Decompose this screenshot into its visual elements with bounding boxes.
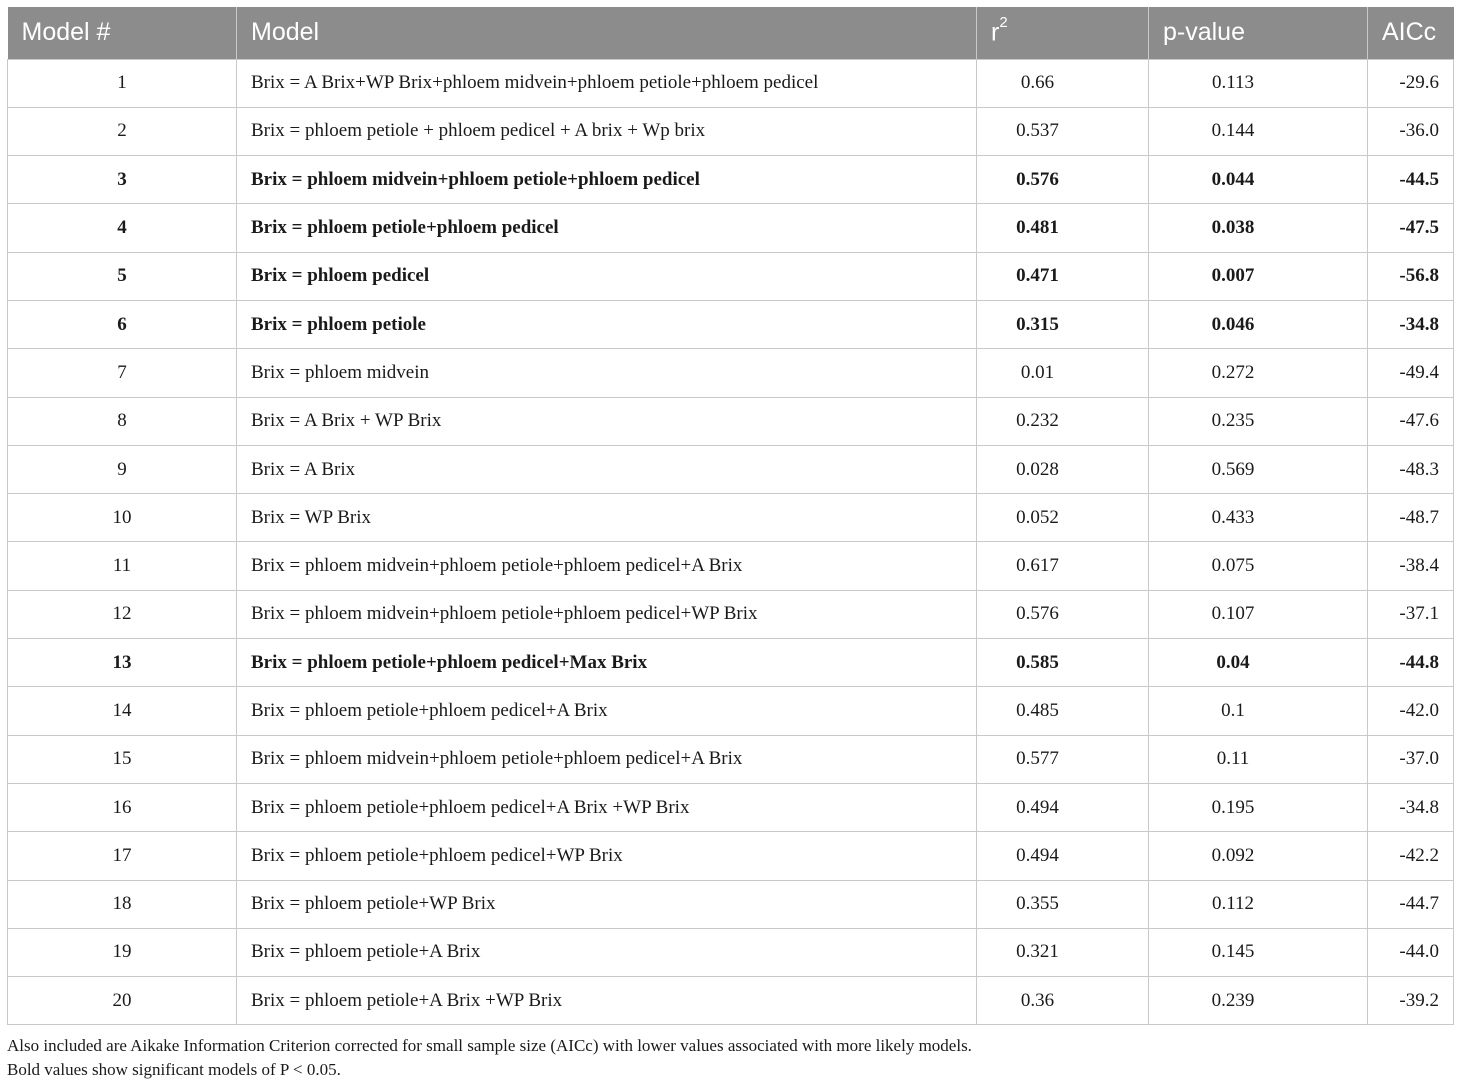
cell-model-formula: Brix = phloem petiole+phloem pedicel [237, 204, 977, 252]
table-row [8, 687, 1454, 735]
model-table-container [7, 7, 1453, 1025]
cell-r-squared: 0.481 [977, 204, 1149, 252]
cell-model-number: 11 [8, 542, 237, 590]
cell-aicc: -47.6 [1368, 397, 1454, 445]
table-header [8, 7, 1454, 59]
cell-p-value: 0.195 [1149, 783, 1368, 831]
table-row [8, 542, 1454, 590]
table-row [8, 494, 1454, 542]
table-row [8, 832, 1454, 880]
cell-aicc: -36.0 [1368, 107, 1454, 155]
cell-aicc: -47.5 [1368, 204, 1454, 252]
footnote-bold: Bold values show significant models of P < 0.05. [7, 1060, 341, 1079]
cell-p-value: 0.038 [1149, 204, 1368, 252]
cell-model-formula: Brix = phloem petiole+A Brix +WP Brix [237, 977, 977, 1025]
cell-model-number: 2 [8, 107, 237, 155]
header-r-label: r [991, 18, 1000, 47]
cell-model-number: 20 [8, 977, 237, 1025]
cell-model-number: 3 [8, 156, 237, 204]
footnote-aicc: Also included are Aikake Information Criterion corrected for small sample size (AICc) with lower values associated with more likely models. [7, 1036, 972, 1055]
cell-r-squared: 0.585 [977, 639, 1149, 687]
cell-p-value: 0.239 [1149, 977, 1368, 1025]
table-row [8, 928, 1454, 976]
cell-model-formula: Brix = A Brix + WP Brix [237, 397, 977, 445]
cell-aicc: -48.7 [1368, 494, 1454, 542]
cell-r-squared: 0.36 [977, 977, 1149, 1025]
cell-p-value: 0.272 [1149, 349, 1368, 397]
cell-aicc: -39.2 [1368, 977, 1454, 1025]
cell-r-squared: 0.577 [977, 735, 1149, 783]
cell-r-squared: 0.232 [977, 397, 1149, 445]
cell-r-squared: 0.66 [977, 59, 1149, 107]
cell-model-number: 18 [8, 880, 237, 928]
table-row [8, 397, 1454, 445]
table-row [8, 204, 1454, 252]
cell-r-squared: 0.494 [977, 832, 1149, 880]
cell-model-number: 9 [8, 445, 237, 493]
table-row [8, 590, 1454, 638]
cell-model-formula: Brix = phloem petiole + phloem pedicel + A brix + Wp brix [237, 107, 977, 155]
cell-p-value: 0.007 [1149, 252, 1368, 300]
cell-model-number: 14 [8, 687, 237, 735]
cell-model-formula: Brix = phloem petiole [237, 300, 977, 348]
header-row [8, 7, 1454, 59]
cell-model-formula: Brix = phloem petiole+phloem pedicel+Max Brix [237, 639, 977, 687]
cell-model-number: 10 [8, 494, 237, 542]
table-row [8, 107, 1454, 155]
model-table [7, 7, 1454, 1025]
cell-model-number: 1 [8, 59, 237, 107]
cell-r-squared: 0.576 [977, 156, 1149, 204]
cell-r-squared: 0.355 [977, 880, 1149, 928]
cell-model-formula: Brix = A Brix+WP Brix+phloem midvein+phloem petiole+phloem pedicel [237, 59, 977, 107]
table-footnotes [7, 1034, 972, 1082]
table-row [8, 880, 1454, 928]
cell-model-formula: Brix = phloem petiole+phloem pedicel+A Brix [237, 687, 977, 735]
header-p-value: p-value [1149, 7, 1368, 59]
cell-aicc: -34.8 [1368, 300, 1454, 348]
cell-model-formula: Brix = phloem petiole+phloem pedicel+WP Brix [237, 832, 977, 880]
cell-p-value: 0.046 [1149, 300, 1368, 348]
table-row [8, 735, 1454, 783]
header-model-number: Model # [8, 7, 237, 59]
cell-model-formula: Brix = phloem petiole+phloem pedicel+A Brix +WP Brix [237, 783, 977, 831]
table-row [8, 349, 1454, 397]
header-model: Model [237, 7, 977, 59]
cell-aicc: -48.3 [1368, 445, 1454, 493]
table-row [8, 252, 1454, 300]
cell-r-squared: 0.028 [977, 445, 1149, 493]
cell-aicc: -42.0 [1368, 687, 1454, 735]
cell-aicc: -44.8 [1368, 639, 1454, 687]
cell-aicc: -37.0 [1368, 735, 1454, 783]
cell-r-squared: 0.052 [977, 494, 1149, 542]
cell-aicc: -44.7 [1368, 880, 1454, 928]
cell-model-formula: Brix = phloem petiole+A Brix [237, 928, 977, 976]
cell-aicc: -44.5 [1368, 156, 1454, 204]
cell-p-value: 0.11 [1149, 735, 1368, 783]
cell-model-formula: Brix = phloem midvein+phloem petiole+phloem pedicel+A Brix [237, 542, 977, 590]
cell-r-squared: 0.485 [977, 687, 1149, 735]
cell-p-value: 0.144 [1149, 107, 1368, 155]
cell-p-value: 0.04 [1149, 639, 1368, 687]
cell-model-formula: Brix = phloem pedicel [237, 252, 977, 300]
cell-p-value: 0.569 [1149, 445, 1368, 493]
header-aicc: AICc [1368, 7, 1454, 59]
cell-model-formula: Brix = phloem midvein [237, 349, 977, 397]
cell-p-value: 0.113 [1149, 59, 1368, 107]
table-row [8, 977, 1454, 1025]
cell-model-number: 16 [8, 783, 237, 831]
cell-r-squared: 0.494 [977, 783, 1149, 831]
cell-model-number: 15 [8, 735, 237, 783]
cell-p-value: 0.433 [1149, 494, 1368, 542]
cell-aicc: -34.8 [1368, 783, 1454, 831]
table-row [8, 445, 1454, 493]
cell-p-value: 0.1 [1149, 687, 1368, 735]
cell-r-squared: 0.315 [977, 300, 1149, 348]
cell-r-squared: 0.537 [977, 107, 1149, 155]
cell-p-value: 0.107 [1149, 590, 1368, 638]
table-row [8, 639, 1454, 687]
table-row [8, 300, 1454, 348]
cell-r-squared: 0.321 [977, 928, 1149, 976]
cell-p-value: 0.075 [1149, 542, 1368, 590]
cell-model-formula: Brix = A Brix [237, 445, 977, 493]
table-row [8, 156, 1454, 204]
cell-aicc: -42.2 [1368, 832, 1454, 880]
cell-model-number: 7 [8, 349, 237, 397]
cell-aicc: -56.8 [1368, 252, 1454, 300]
cell-model-formula: Brix = WP Brix [237, 494, 977, 542]
cell-model-formula: Brix = phloem petiole+WP Brix [237, 880, 977, 928]
cell-model-number: 8 [8, 397, 237, 445]
cell-p-value: 0.112 [1149, 880, 1368, 928]
cell-model-number: 17 [8, 832, 237, 880]
cell-model-number: 4 [8, 204, 237, 252]
cell-p-value: 0.044 [1149, 156, 1368, 204]
cell-p-value: 0.235 [1149, 397, 1368, 445]
table-body [8, 59, 1454, 1025]
table-row [8, 783, 1454, 831]
table-row [8, 59, 1454, 107]
cell-aicc: -49.4 [1368, 349, 1454, 397]
header-r-superscript: 2 [999, 14, 1008, 32]
cell-r-squared: 0.576 [977, 590, 1149, 638]
cell-aicc: -29.6 [1368, 59, 1454, 107]
cell-model-number: 5 [8, 252, 237, 300]
cell-r-squared: 0.617 [977, 542, 1149, 590]
cell-r-squared: 0.01 [977, 349, 1149, 397]
cell-p-value: 0.145 [1149, 928, 1368, 976]
cell-model-formula: Brix = phloem midvein+phloem petiole+phloem pedicel+WP Brix [237, 590, 977, 638]
cell-model-number: 13 [8, 639, 237, 687]
cell-r-squared: 0.471 [977, 252, 1149, 300]
cell-model-formula: Brix = phloem midvein+phloem petiole+phloem pedicel+A Brix [237, 735, 977, 783]
cell-aicc: -38.4 [1368, 542, 1454, 590]
cell-model-number: 12 [8, 590, 237, 638]
cell-aicc: -44.0 [1368, 928, 1454, 976]
cell-model-formula: Brix = phloem midvein+phloem petiole+phloem pedicel [237, 156, 977, 204]
header-r-squared [977, 7, 1149, 59]
cell-model-number: 6 [8, 300, 237, 348]
cell-aicc: -37.1 [1368, 590, 1454, 638]
cell-p-value: 0.092 [1149, 832, 1368, 880]
cell-model-number: 19 [8, 928, 237, 976]
